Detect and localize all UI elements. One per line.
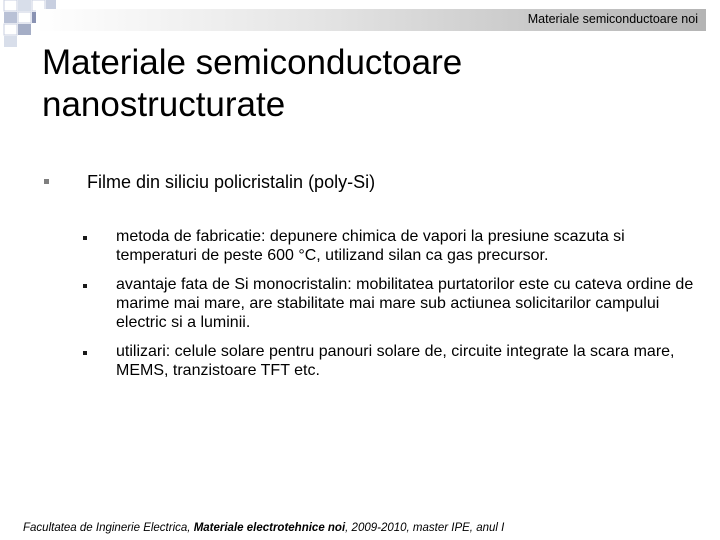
subbullet-square-icon xyxy=(83,236,87,240)
bullet-main: Filme din siliciu policristalin (poly-Si) xyxy=(87,172,376,192)
footer xyxy=(23,522,504,534)
subbullet-square-icon xyxy=(83,351,87,355)
footer-faculty: Facultatea de Inginerie Electrica, xyxy=(23,522,194,534)
slide-title xyxy=(42,42,682,126)
bullet-square-icon xyxy=(44,179,49,184)
subbullet-uses: utilizari: celule solare pentru panouri solare de, circuite integrate la scara mare, MEMS, tranzistoare TFT etc. xyxy=(116,343,675,379)
subbullet-fabrication: metoda de fabricatie: depunere chimica de vapori la presiune scazuta si temperaturi de peste 600 °C, utilizand silan ca gas precursor. xyxy=(116,228,625,264)
subbullet-square-icon xyxy=(83,284,87,288)
footer-details: , 2009-2010, master IPE, anul I xyxy=(345,522,505,534)
slide-title-line2: nanostructurate xyxy=(42,85,286,124)
footer-course: Materiale electrotehnice noi xyxy=(193,522,346,534)
header-title: Materiale semiconductoare noi xyxy=(527,12,698,26)
slide-title-line1: Materiale semiconductoare xyxy=(42,43,463,82)
subbullet-advantages: avantaje fata de Si monocristalin: mobilitatea purtatorilor este cu cateva ordine de marime mai mare, are stabilitate mai mare sub actiunea solicitarilor campului electric si a luminii. xyxy=(116,276,694,331)
